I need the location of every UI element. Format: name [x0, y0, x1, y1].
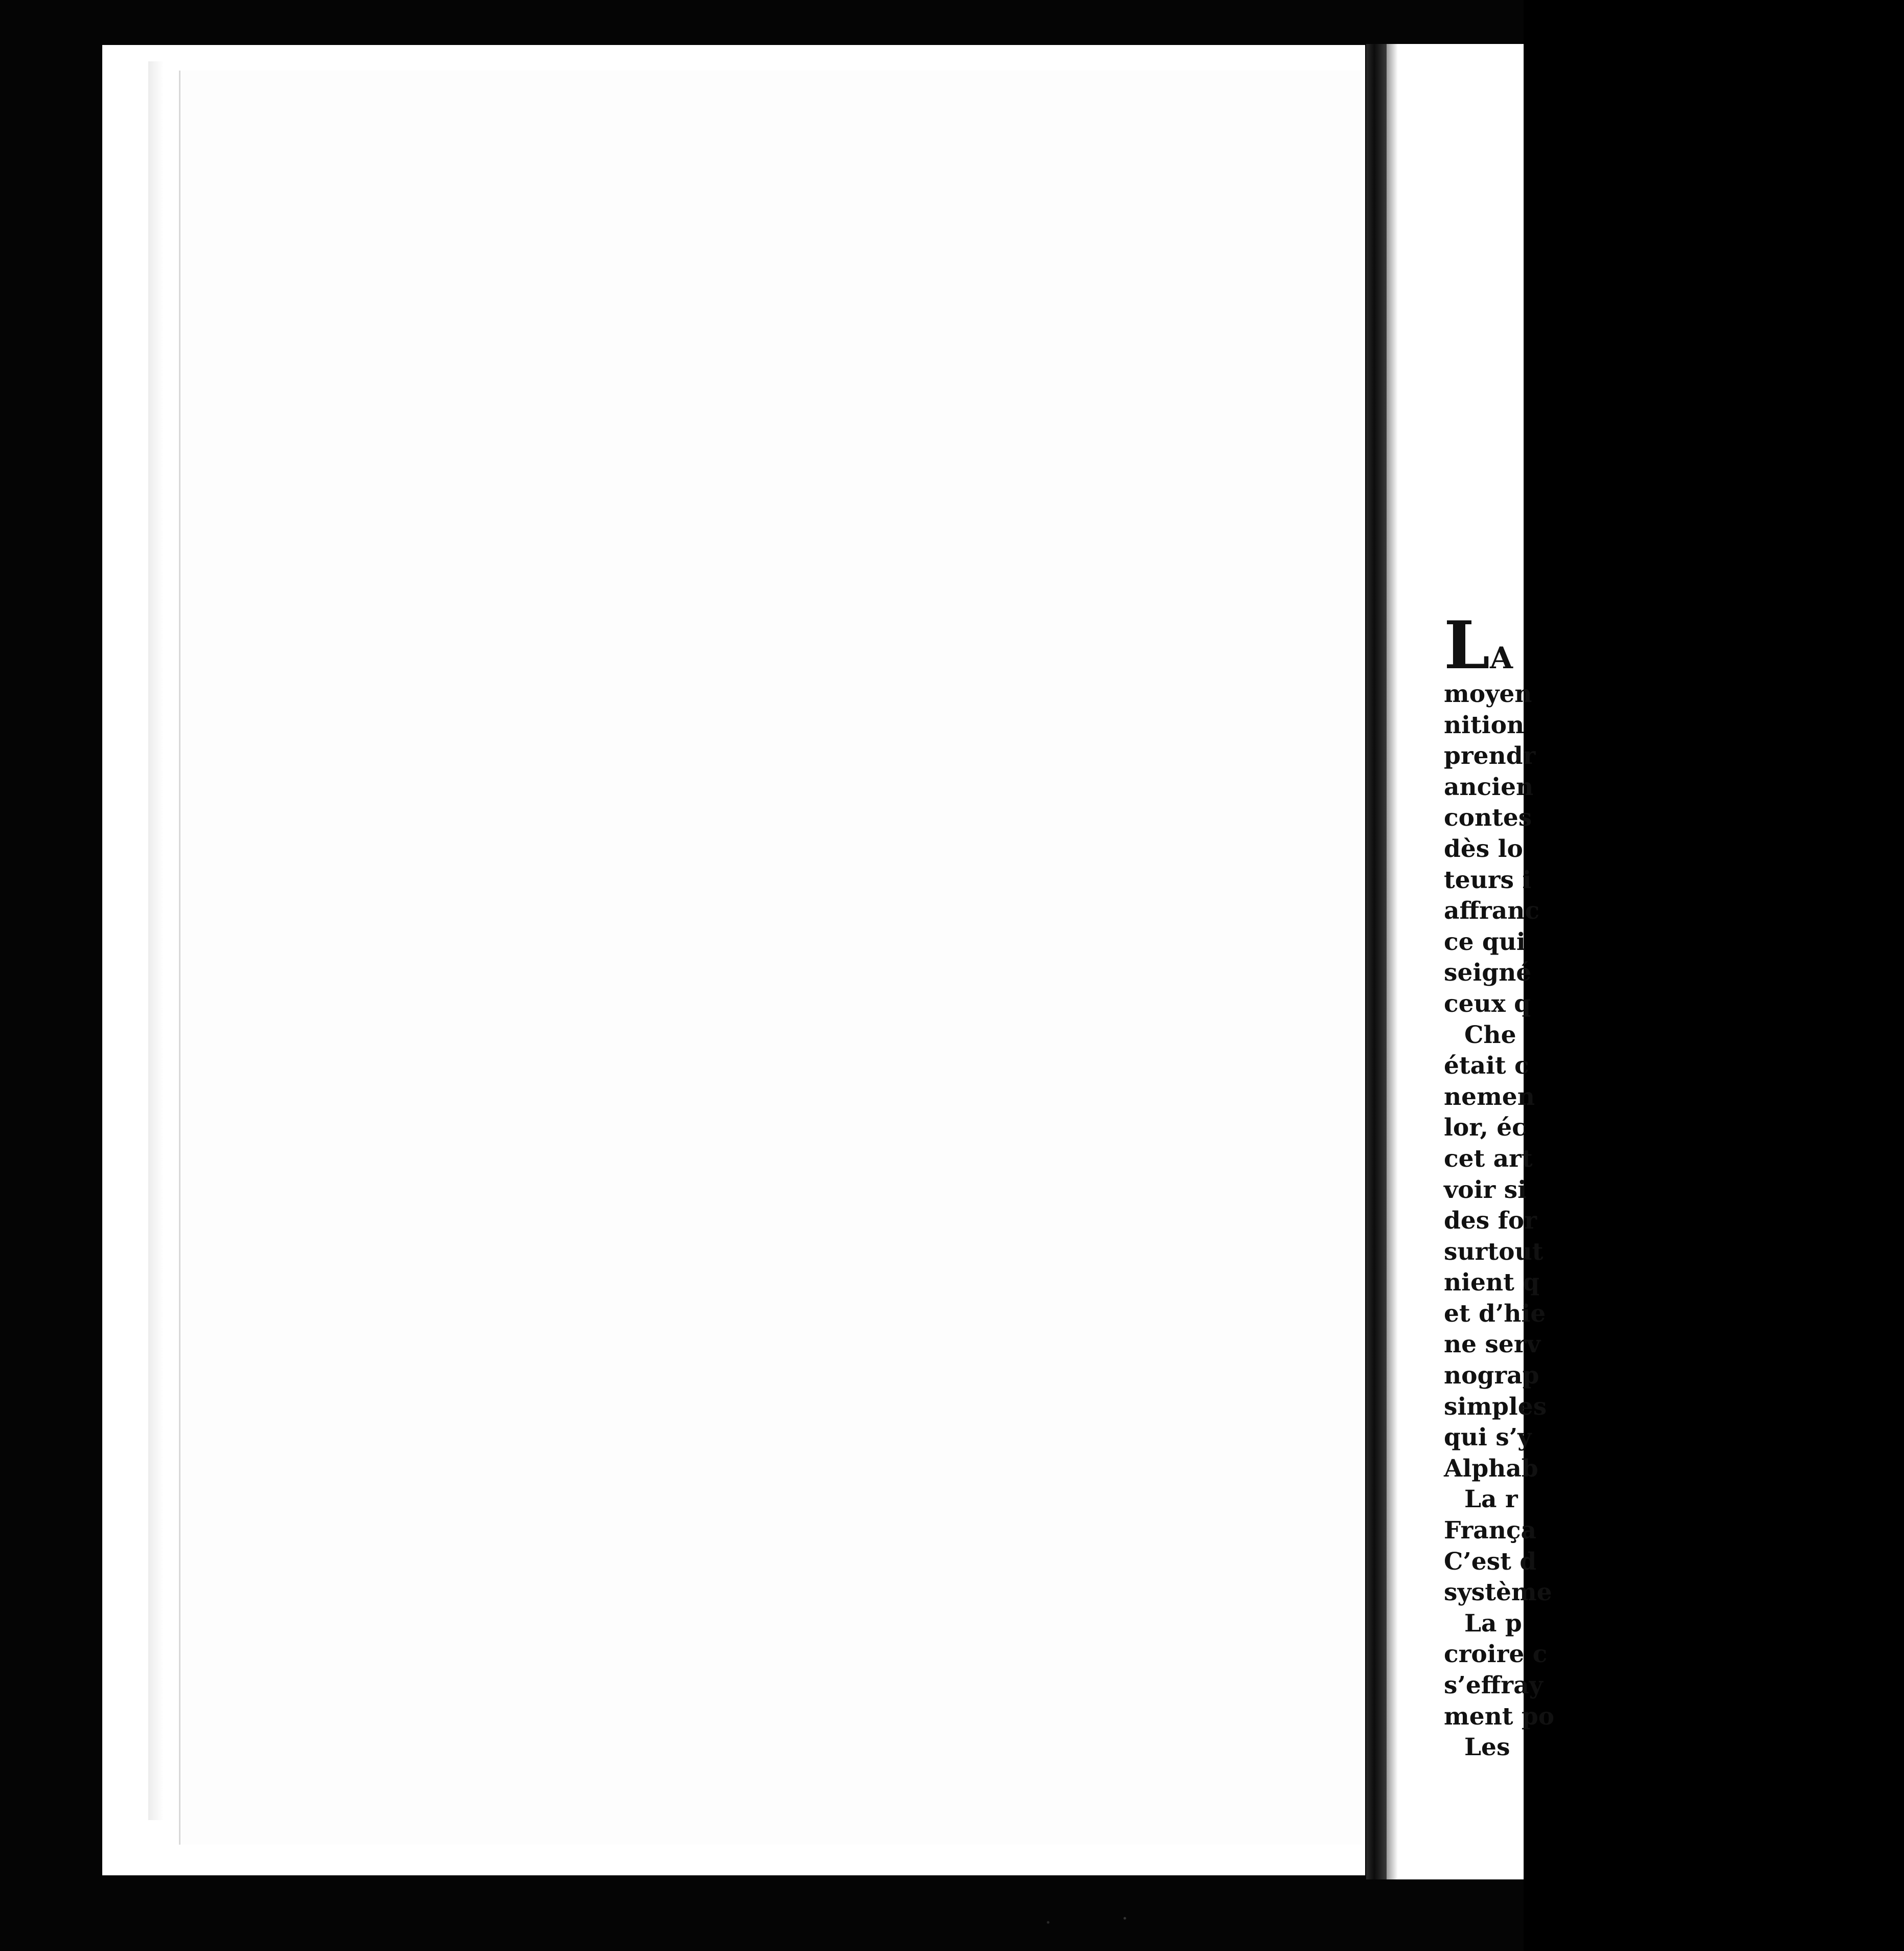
text-line: prendr	[1444, 742, 1536, 770]
text-line: ancien	[1444, 773, 1534, 801]
text-line: nograp	[1444, 1362, 1539, 1390]
drop-cap-continuation: A	[1490, 641, 1513, 675]
text-line: C’est d	[1444, 1547, 1537, 1576]
text-line: moyen	[1444, 680, 1532, 708]
text-line: surtout	[1444, 1237, 1544, 1266]
text-line: Alphab	[1444, 1454, 1538, 1483]
right-page-text	[1444, 607, 1904, 1763]
text-line: lor, éc	[1444, 1114, 1527, 1142]
text-line: seigné	[1444, 959, 1532, 987]
text-line: s’effray	[1444, 1671, 1543, 1699]
text-line: qui s’y	[1444, 1423, 1532, 1452]
text-line: Che	[1464, 1020, 1516, 1049]
text-line: ne serv	[1444, 1330, 1540, 1359]
scan-speckle	[971, 1902, 1227, 1943]
text-line: França	[1444, 1516, 1537, 1545]
text-line: croire c	[1444, 1640, 1548, 1669]
text-line: affranc	[1444, 897, 1540, 925]
text-line: La r	[1464, 1485, 1518, 1514]
text-line: ment po	[1444, 1702, 1555, 1731]
text-line: nition	[1444, 711, 1525, 739]
text-line: teurs i	[1444, 866, 1532, 894]
text-line: nient q	[1444, 1268, 1540, 1297]
text-line: nemen	[1444, 1082, 1535, 1111]
first-line	[1444, 607, 1904, 684]
book-gutter	[1366, 44, 1387, 1879]
text-line: cet art	[1444, 1144, 1533, 1173]
text-line: simples	[1444, 1392, 1547, 1421]
text-line: ce qui	[1444, 927, 1526, 956]
text-line: et d’hie	[1444, 1299, 1546, 1328]
text-line: des for	[1444, 1207, 1537, 1235]
drop-cap: L	[1444, 607, 1490, 684]
left-blank-page	[102, 45, 1365, 1875]
text-line: voir si	[1444, 1175, 1527, 1204]
text-lines	[1444, 679, 1904, 1763]
left-page-edge	[148, 61, 164, 1820]
text-line: était c	[1444, 1052, 1529, 1080]
text-line: ceux q	[1444, 989, 1531, 1018]
gutter-shadow	[1387, 44, 1398, 1879]
text-line: Les	[1464, 1733, 1510, 1762]
text-line: dès lo	[1444, 834, 1523, 863]
left-page-leaf	[179, 71, 1362, 1845]
text-line: système	[1444, 1578, 1552, 1607]
text-line: La p	[1464, 1609, 1522, 1638]
right-page	[1398, 44, 1555, 1879]
text-line: contes	[1444, 804, 1532, 832]
